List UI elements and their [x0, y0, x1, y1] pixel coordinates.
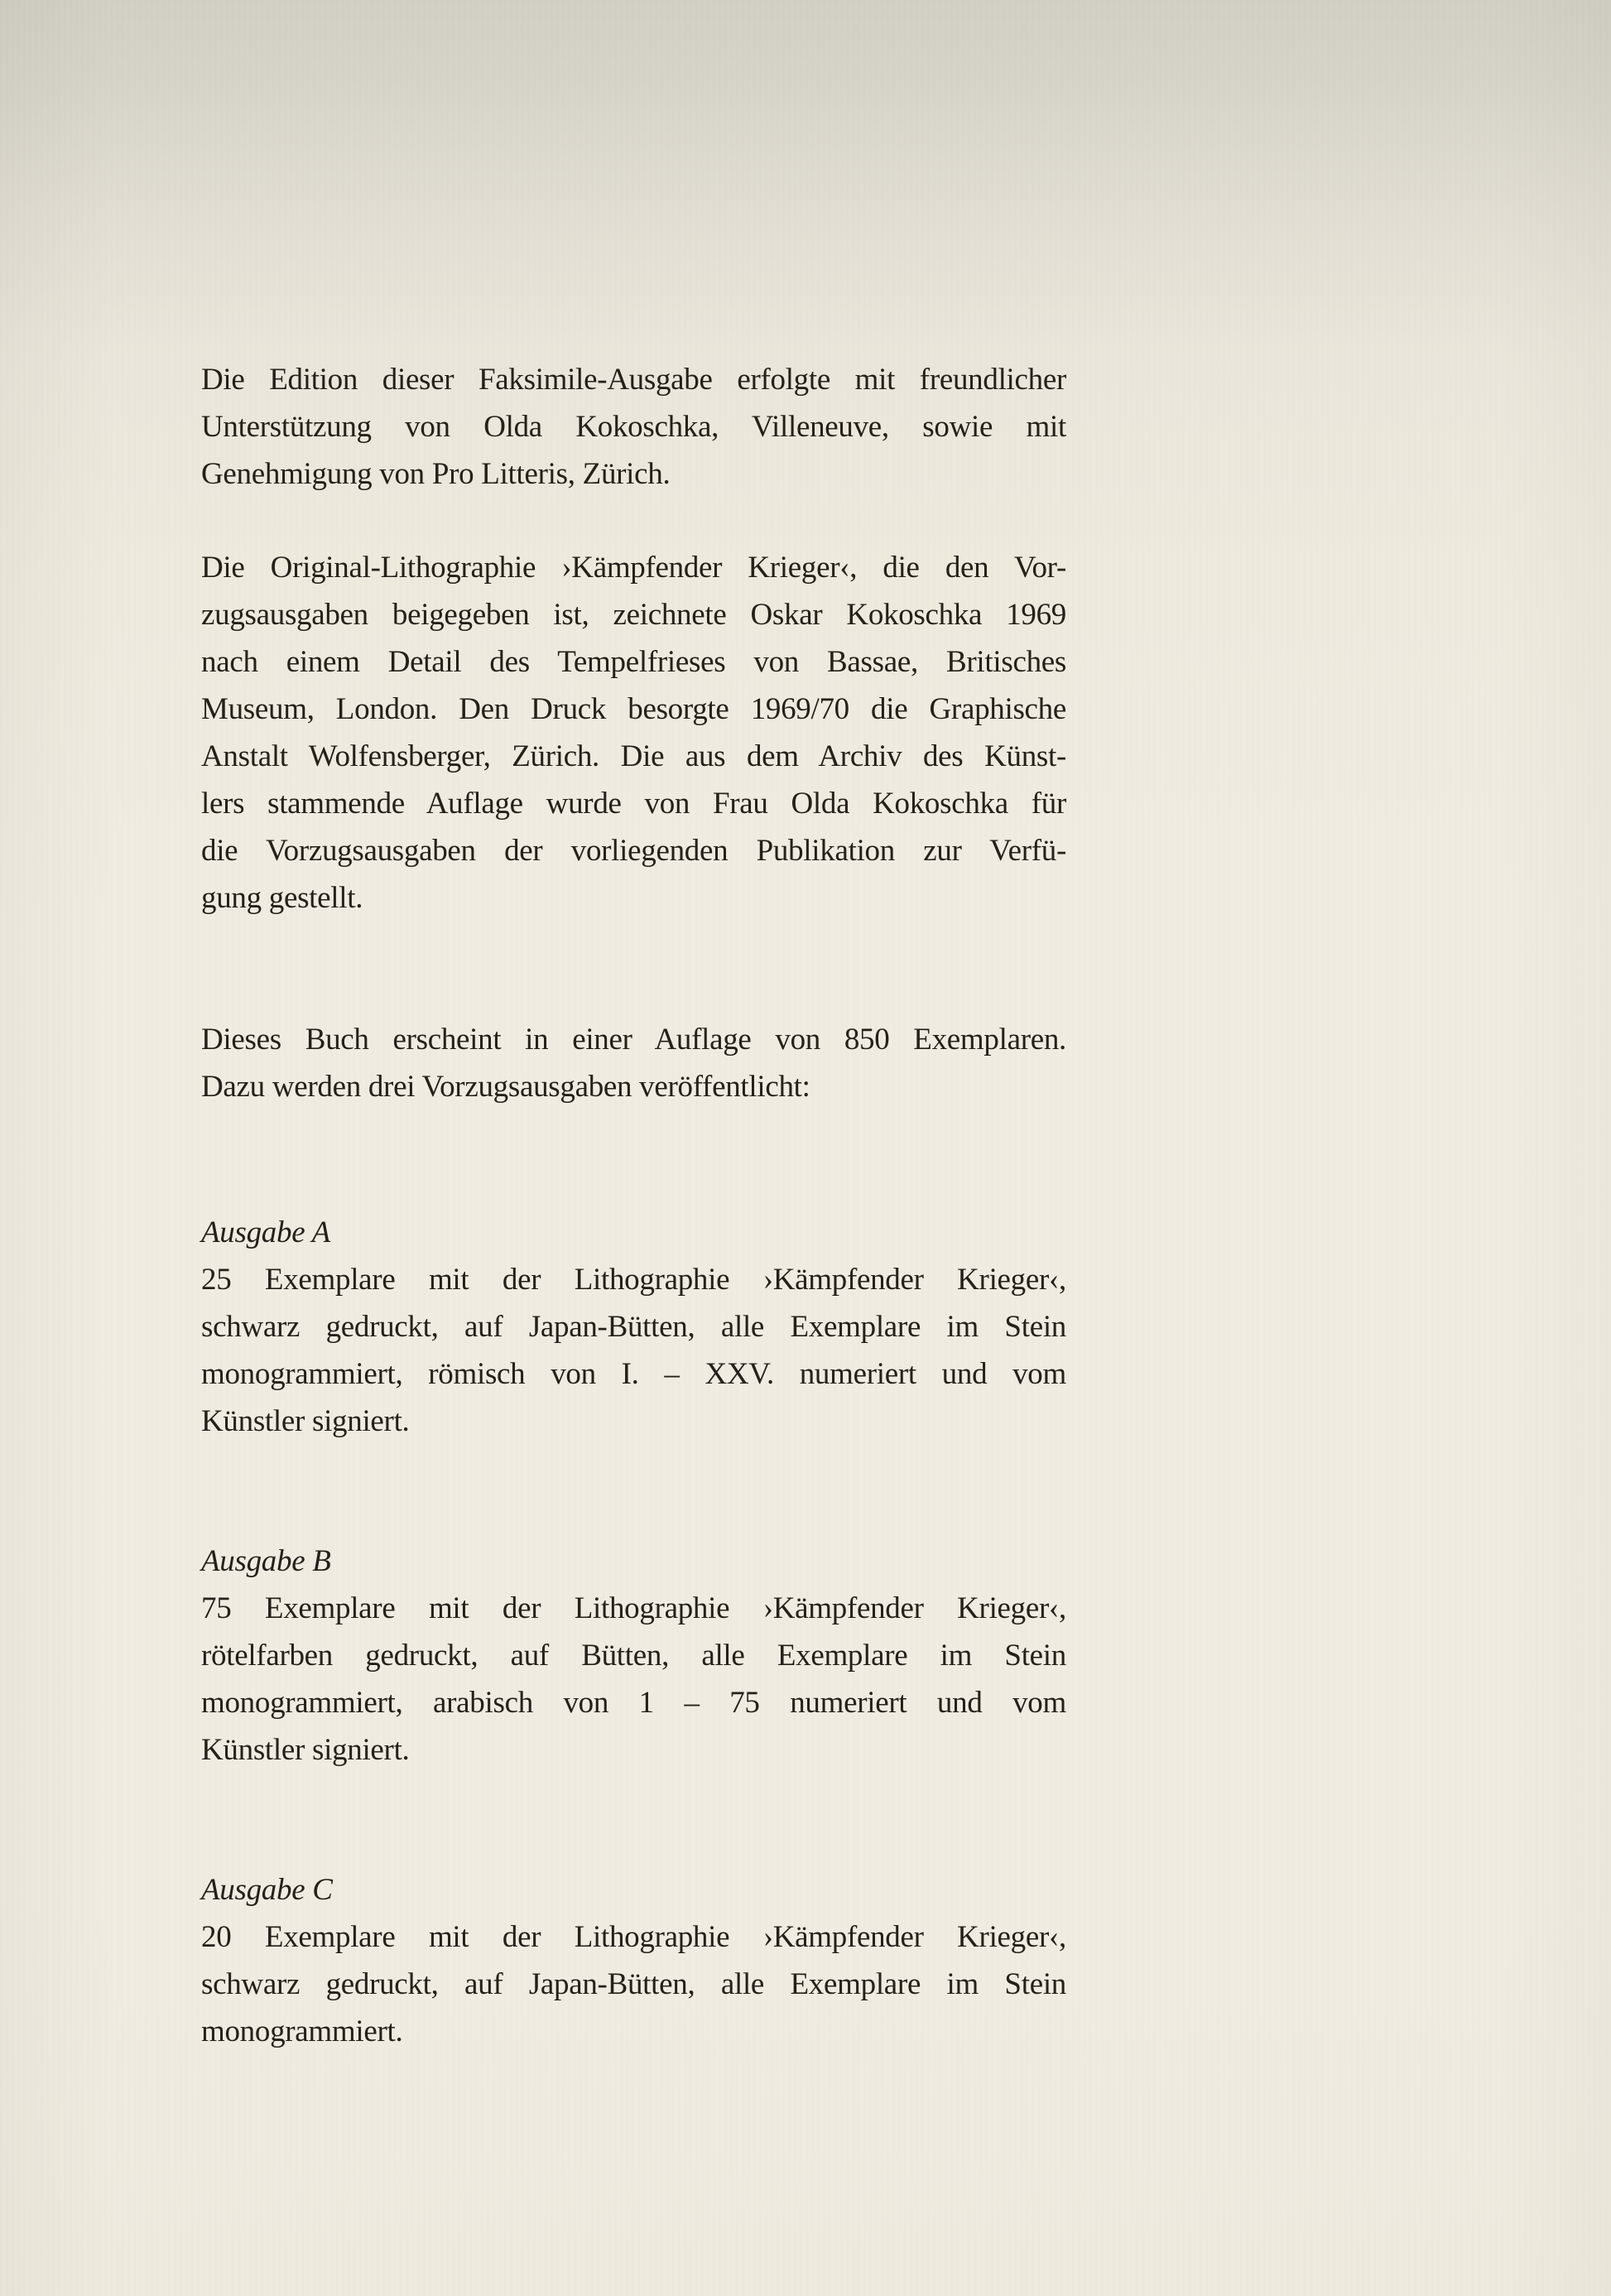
edition-a-heading: Ausgabe A — [201, 1215, 330, 1249]
text-line: monogrammiert, arabisch von 1 – 75 numeriert und vom — [201, 1686, 1066, 1720]
text-line: Künstler signiert. — [201, 1733, 410, 1767]
edition-c-section — [201, 1866, 1066, 2055]
text-line: die Vorzugsausgaben der vorliegenden Publikation zur Verfü- — [201, 834, 1066, 868]
text-line: 75 Exemplare mit der Lithographie ›Kämpfender Krieger‹, — [201, 1591, 1066, 1625]
edition-b-section — [201, 1538, 1066, 1774]
text-line: Genehmigung von Pro Litteris, Zürich. — [201, 457, 671, 491]
paragraph-print-run — [201, 1016, 1066, 1110]
text-line: Dieses Buch erscheint in einer Auflage von 850 Exemplaren. — [201, 1023, 1066, 1057]
text-line: Museum, London. Den Druck besorgte 1969/70 die Graphische — [201, 692, 1066, 726]
text-line: schwarz gedruckt, auf Japan-Bütten, alle Exemplare im Stein — [201, 1967, 1066, 2001]
text-line: Unterstützung von Olda Kokoschka, Villeneuve, sowie mit — [201, 410, 1066, 444]
text-line: gung gestellt. — [201, 881, 363, 915]
edition-c-heading: Ausgabe C — [201, 1873, 333, 1907]
text-line: rötelfarben gedruckt, auf Bütten, alle Exemplare im Stein — [201, 1639, 1066, 1673]
paragraph-edition-support — [201, 356, 1066, 498]
paragraph-lithograph-note — [201, 544, 1066, 922]
edition-a-section — [201, 1209, 1066, 1445]
edition-b-heading: Ausgabe B — [201, 1544, 331, 1578]
text-line: Künstler signiert. — [201, 1404, 410, 1438]
text-line: nach einem Detail des Tempelfrieses von Bassae, Britisches — [201, 645, 1066, 679]
text-line: lers stammende Auflage wurde von Frau Olda Kokoschka für — [201, 787, 1066, 821]
text-line: Die Original-Lithographie ›Kämpfender Krieger‹, die den Vor- — [201, 551, 1066, 585]
text-line: Dazu werden drei Vorzugsausgaben veröffentlicht: — [201, 1070, 810, 1104]
text-line: zugsausgaben beigegeben ist, zeichnete Oskar Kokoschka 1969 — [201, 598, 1066, 632]
text-line: 25 Exemplare mit der Lithographie ›Kämpfender Krieger‹, — [201, 1263, 1066, 1297]
text-line: 20 Exemplare mit der Lithographie ›Kämpfender Krieger‹, — [201, 1920, 1066, 1954]
text-line: Anstalt Wolfensberger, Zürich. Die aus dem Archiv des Künst- — [201, 739, 1066, 773]
text-line: monogrammiert. — [201, 2014, 403, 2048]
text-line: schwarz gedruckt, auf Japan-Bütten, alle Exemplare im Stein — [201, 1310, 1066, 1344]
text-line: monogrammiert, römisch von I. – XXV. numeriert und vom — [201, 1357, 1066, 1391]
colophon-text-column — [201, 356, 1066, 2055]
text-line: Die Edition dieser Faksimile-Ausgabe erfolgte mit freundlicher — [201, 363, 1066, 397]
